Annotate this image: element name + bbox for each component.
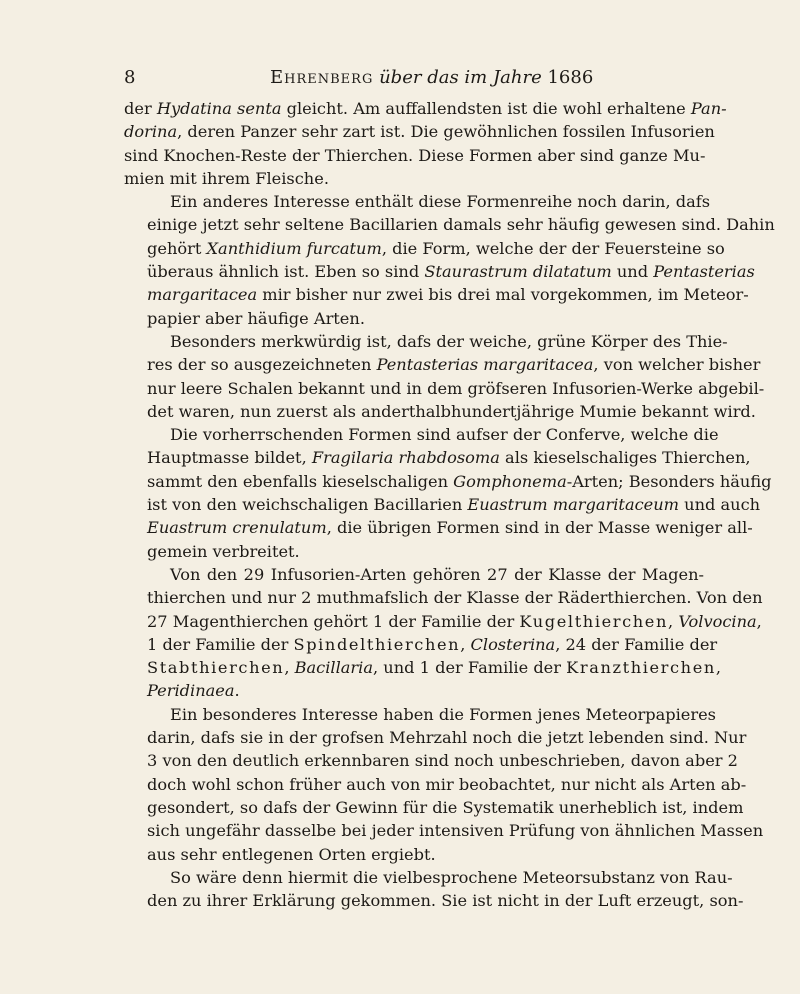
paragraph xyxy=(124,563,763,703)
taxon-name: Staurastrum dilatatum xyxy=(424,262,612,282)
body-text xyxy=(124,97,775,912)
taxon-name: Xanthidium furcatum xyxy=(206,238,382,258)
spaced-term: Spindelthierchen xyxy=(293,634,461,654)
text-line: doch wohl schon früher auch von mir beobachtet, nur nicht als Arten ab- xyxy=(147,774,747,794)
paragraph xyxy=(124,423,772,563)
text-line: gesondert, so dafs der Gewinn für die Systematik unerheblich ist, indem xyxy=(147,797,744,817)
text-line: 3 von den deutlich erkennbaren sind noch unbeschrieben, davon aber 2 xyxy=(147,751,738,771)
text-line: margaritacea mir bisher nur zwei bis drei mal vorgekommen, im Meteor- xyxy=(147,285,749,305)
spaced-term: Stabthierchen xyxy=(147,658,285,678)
taxon-name: Fragilaria rhabdosoma xyxy=(311,448,500,468)
text-line: 1 der Familie der Spindelthierchen, Closterina, 24 der Familie der xyxy=(147,634,718,654)
page-header xyxy=(124,66,704,90)
spaced-term: Kranzthierchen xyxy=(566,658,716,678)
text-line: einige jetzt sehr seltene Bacillarien damals sehr häufig gewesen sind. Dahin xyxy=(147,215,775,235)
text-line: Besonders merkwürdig ist, dafs der weiche, grüne Körper des Thie- xyxy=(170,331,728,351)
text-line: 27 Magenthierchen gehört 1 der Familie der Kugelthierchen, Volvocina, xyxy=(147,611,762,631)
text-line: Euastrum crenulatum, die übrigen Formen sind in der Masse weniger all- xyxy=(147,518,753,538)
taxon-name: Euastrum margaritaceum xyxy=(467,495,680,515)
text-line: gemein verbreitet. xyxy=(147,541,300,561)
taxon-name: Volvocina xyxy=(678,611,757,631)
text-line: aus sehr entlegenen Orten ergiebt. xyxy=(147,844,436,864)
page-number: 8 xyxy=(124,67,136,88)
text-line: ist von den weichschaligen Bacillarien Euastrum margaritaceum und auch xyxy=(147,495,761,515)
text-line: nur leere Schalen bekannt und in dem gröfseren Infusorien-Werke abgebil- xyxy=(147,378,765,398)
paragraph xyxy=(124,97,727,190)
text-line: Stabthierchen, Bacillaria, und 1 der Familie der Kranzthierchen, xyxy=(147,658,722,678)
text-line: Peridinaea. xyxy=(147,681,240,701)
text-line: det waren, nun zuerst als anderthalbhundertjährige Mumie bekannt wird. xyxy=(147,401,756,421)
text-line: der Hydatina senta gleicht. Am auffallendsten ist die wohl erhaltene Pan- xyxy=(124,99,727,118)
text-line: Hauptmasse bildet, Fragilaria rhabdosoma als kieselschaliges Thierchen, xyxy=(147,448,751,468)
taxon-name: Gomphonema xyxy=(453,471,567,491)
taxon-name: Peridinaea xyxy=(147,681,235,701)
text-line: Ein besonderes Interesse haben die Formen jenes Meteorpapieres xyxy=(170,704,716,724)
text-line: überaus ähnlich ist. Eben so sind Staurastrum dilatatum und Pentasterias xyxy=(147,262,755,282)
text-line: res der so ausgezeichneten Pentasterias margaritacea, von welcher bisher xyxy=(147,355,761,375)
running-head xyxy=(270,66,593,90)
running-year: 1686 xyxy=(547,67,594,88)
taxon-name: Hydatina senta xyxy=(156,99,282,118)
taxon-name: Bacillaria xyxy=(294,658,374,678)
text-line: So wäre denn hiermit die vielbesprochene Meteorsubstanz von Rau- xyxy=(170,867,733,887)
paragraph xyxy=(124,703,764,866)
taxon-name: Euastrum crenulatum xyxy=(147,518,327,538)
paragraph xyxy=(124,330,765,423)
taxon-name: Pentasterias xyxy=(653,262,755,282)
text-line: Die vorherrschenden Formen sind aufser der Conferve, welche die xyxy=(170,425,719,445)
spaced-term: Kugelthierchen xyxy=(519,611,669,631)
text-line: thierchen und nur 2 muthmafslich der Klasse der Räderthierchen. Von den xyxy=(147,588,763,608)
text-line: papier aber häufige Arten. xyxy=(147,308,365,328)
author-name: Ehrenberg xyxy=(270,67,374,88)
taxon-name: dorina xyxy=(124,122,178,142)
text-line: den zu ihrer Erklärung gekommen. Sie ist nicht in der Luft erzeugt, son- xyxy=(147,891,744,911)
text-line: dorina, deren Panzer sehr zart ist. Die gewöhnlichen fossilen Infusorien xyxy=(124,122,715,142)
text-line: sich ungefähr dasselbe bei jeder intensiven Prüfung von ähnlichen Massen xyxy=(147,821,764,841)
paragraph xyxy=(124,190,775,330)
text-line: sammt den ebenfalls kieselschaligen Gomphonema-Arten; Besonders häufig xyxy=(147,471,772,491)
text-line: darin, dafs sie in der grofsen Mehrzahl noch die jetzt lebenden sind. Nur xyxy=(147,728,747,748)
paragraph xyxy=(124,866,744,913)
text-line: Ein anderes Interesse enthält diese Formenreihe noch darin, dafs xyxy=(170,192,711,212)
text-line: gehört Xanthidium furcatum, die Form, welche der der Feuersteine so xyxy=(147,238,725,258)
taxon-name: Pentasterias margaritacea xyxy=(376,355,594,375)
text-line: sind Knochen-Reste der Thierchen. Diese Formen aber sind ganze Mu- xyxy=(124,145,706,165)
taxon-name: Closterina xyxy=(470,634,556,654)
taxon-name: margaritacea xyxy=(147,285,258,305)
text-line: Von den 29 Infusorien-Arten gehören 27 der Klasse der Magen- xyxy=(170,564,704,584)
taxon-name: Pan- xyxy=(690,99,727,118)
running-title: über das im Jahre xyxy=(379,67,542,88)
text-line: mien mit ihrem Fleische. xyxy=(124,168,329,188)
